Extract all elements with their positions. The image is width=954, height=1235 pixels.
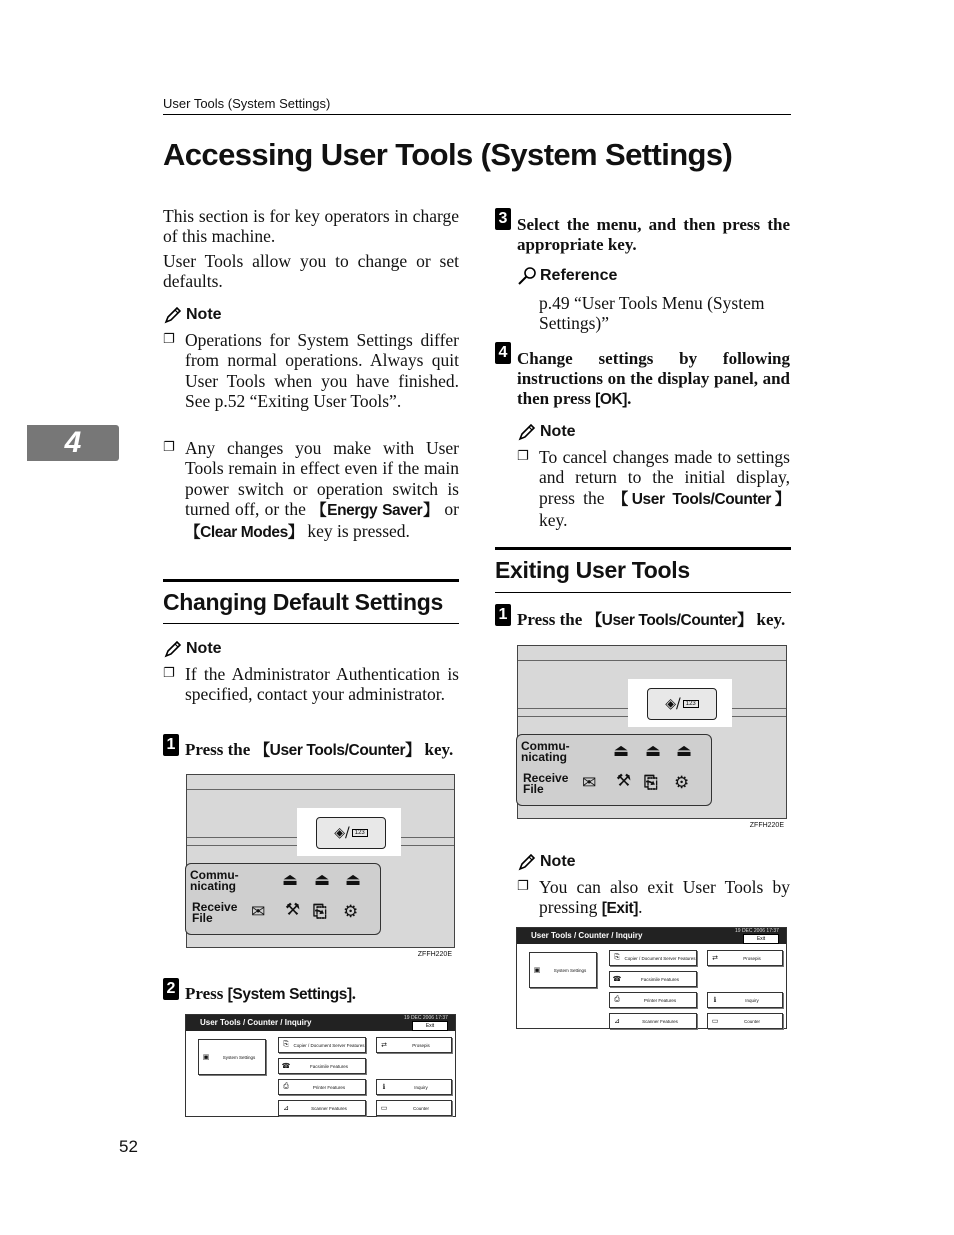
note-item-text: Operations for System Settings differ from normal operations. Always quit User Tools when you have finished. See p.52 “Exiting User Tools”. — [185, 330, 459, 411]
control-panel-illustration — [186, 774, 455, 958]
wrench-icon: ⚒ — [285, 900, 301, 920]
communicating-label: Commu- nicating — [190, 868, 239, 893]
note-heading — [163, 639, 222, 659]
prosepis-button[interactable]: ⇄ Prosepis — [376, 1037, 452, 1053]
note-heading — [517, 422, 576, 442]
note-item — [163, 330, 459, 411]
step-2-text: Press [System Settings]. — [185, 984, 357, 1003]
chapter-tab — [27, 425, 119, 461]
step-1-text — [185, 740, 465, 761]
facsimile-features-button[interactable]: ☎ Facsimile Features — [278, 1058, 366, 1074]
tray-icon: ⏏ — [314, 870, 331, 890]
printer-features-button[interactable]: ⎙ Printer Features — [278, 1079, 366, 1095]
note-heading — [517, 852, 576, 872]
paper-jam-icon: ⎘ — [313, 902, 327, 922]
counter-display: 123 — [683, 700, 699, 708]
checkbox-icon: ❐ — [163, 440, 175, 455]
prosepis-button[interactable]: ⇄ Prosepis — [707, 950, 783, 966]
communicating-label: Commu- nicating — [521, 739, 570, 764]
inquiry-button[interactable]: ℹ Inquiry — [376, 1079, 452, 1095]
step-number: 2 — [163, 978, 179, 1000]
step-number: 1 — [495, 604, 511, 626]
wrench-icon: ⚒ — [616, 771, 632, 791]
checkbox-icon: ❐ — [163, 666, 175, 681]
step-number: 4 — [495, 342, 511, 364]
step-suffix: key. — [424, 740, 454, 759]
user-tools-icon: ◈/ — [665, 696, 681, 712]
user-tools-screen — [185, 1014, 456, 1117]
pencil-icon — [163, 305, 183, 325]
section-rule-top — [495, 547, 791, 550]
note-item-text — [185, 438, 459, 543]
receive-file-label: Receive File — [192, 900, 238, 925]
figure-caption: ZFFH220E — [749, 822, 784, 829]
tray-icon: ⏏ — [645, 741, 662, 761]
step-number: 3 — [495, 208, 511, 230]
screen-date: 19 DEC 2006 17:37 — [735, 928, 779, 934]
chapter-number: 4 — [64, 426, 82, 459]
scanner-features-button[interactable]: ⊿ Scanner Features — [609, 1013, 697, 1029]
copier-features-button[interactable]: ⎘ Copier / Document Server Features — [609, 950, 697, 966]
step-number: 1 — [163, 734, 179, 756]
step-prefix: Press the — [185, 740, 251, 759]
figure-caption: ZFFH220E — [417, 951, 452, 958]
printer-features-button[interactable]: ⎙ Printer Features — [609, 992, 697, 1008]
header-rule — [163, 114, 791, 115]
reference-label: Reference — [540, 267, 618, 284]
note-item — [517, 447, 790, 530]
page-title: Accessing User Tools (System Settings) — [163, 137, 733, 172]
tray-icon: ⏏ — [345, 870, 362, 890]
inquiry-button[interactable]: ℹ Inquiry — [707, 992, 783, 1008]
counter-button[interactable]: ▭ Counter — [707, 1013, 783, 1029]
system-settings-button[interactable]: ▣ System Settings — [198, 1039, 266, 1075]
exit-key: [Exit] — [601, 900, 639, 918]
note-item — [517, 877, 790, 920]
system-settings-key: [System Settings] — [227, 986, 352, 1003]
system-settings-button[interactable]: ▣ System Settings — [529, 952, 597, 988]
note-item-text: You can also exit User Tools by pressing [Exit]. — [539, 877, 790, 918]
toner-icon: ⚙ — [343, 902, 359, 922]
exit-step-1-text: Press the 【User Tools/Counter】 key. — [517, 610, 786, 629]
screen-title: User Tools / Counter / Inquiry — [186, 1015, 455, 1031]
user-tools-counter-button[interactable] — [647, 688, 717, 720]
exit-button[interactable]: Exit — [412, 1021, 448, 1031]
pencil-icon — [517, 422, 537, 442]
envelope-icon: ✉ — [582, 773, 597, 793]
note-item-end: key is pressed. — [307, 521, 410, 542]
paper-jam-icon: ⎘ — [644, 773, 658, 793]
tray-icon: ⏏ — [282, 870, 299, 890]
step-3-text: Select the menu, and then press the appropriate key. — [517, 215, 790, 254]
tray-icon: ⏏ — [676, 741, 693, 761]
intro-paragraph-1: This section is for key operators in charge of this machine. — [163, 206, 459, 247]
note-label: Note — [540, 853, 576, 870]
section-rule-bottom — [495, 592, 791, 593]
section-heading-changing: Changing Default Settings — [163, 589, 444, 615]
note-label: Note — [186, 306, 222, 323]
toner-icon: ⚙ — [674, 773, 690, 793]
note-item-text: If the Administrator Authentication is specified, contact your administrator. — [185, 664, 459, 705]
pencil-icon — [163, 639, 183, 659]
envelope-icon: ✉ — [251, 902, 266, 922]
checkbox-icon: ❐ — [163, 332, 175, 347]
energy-saver-key: 【Energy Saver】 — [311, 501, 440, 519]
ok-key: [OK] — [595, 391, 628, 408]
tray-icon: ⏏ — [613, 741, 630, 761]
section-rule-bottom — [163, 623, 459, 624]
note-item — [163, 664, 459, 705]
running-header: User Tools (System Settings) — [163, 96, 331, 111]
note-heading — [163, 305, 222, 325]
screen-title: User Tools / Counter / Inquiry — [517, 928, 786, 944]
clear-modes-key: 【Clear Modes】 — [185, 524, 303, 542]
user-tools-counter-key: 【User Tools/Counter】 — [612, 490, 790, 508]
user-tools-counter-key: 【User Tools/Counter】 — [254, 742, 421, 759]
note-or: or — [444, 498, 459, 519]
section-heading-exiting: Exiting User Tools — [495, 557, 690, 583]
user-tools-counter-key: 【User Tools/Counter】 — [586, 612, 753, 629]
user-tools-counter-button[interactable] — [316, 817, 386, 849]
note-label: Note — [186, 640, 222, 657]
screen-date: 19 DEC 2006 17:37 — [404, 1015, 448, 1021]
note-label: Note — [540, 423, 576, 440]
reference-icon — [517, 266, 539, 286]
control-panel-illustration — [517, 645, 787, 829]
step-4-text: Change settings by following instructions on the display panel, and then press [OK]. — [517, 349, 790, 408]
copier-features-button[interactable]: ⎘ Copier / Document Server Features — [278, 1037, 366, 1053]
user-tools-icon: ◈/ — [334, 825, 350, 841]
page-number: 52 — [119, 1137, 138, 1156]
section-rule-top — [163, 579, 459, 582]
note-item-body: Any changes you make with User Tools remain in effect even if the main power switch or operation switch is turned off, or the — [185, 438, 459, 519]
counter-button[interactable]: ▭ Counter — [376, 1100, 452, 1116]
note-item — [163, 438, 459, 543]
facsimile-features-button[interactable]: ☎ Facsimile Features — [609, 971, 697, 987]
intro-paragraph-2: User Tools allow you to change or set defaults. — [163, 251, 459, 292]
note-item-text: To cancel changes made to settings and return to the initial display, press the 【User Tools/Counter】 key. — [539, 447, 790, 530]
checkbox-icon: ❐ — [517, 449, 529, 464]
step-prefix: Press — [185, 984, 224, 1003]
reference-heading — [517, 266, 617, 286]
checkbox-icon: ❐ — [517, 879, 529, 894]
exit-button[interactable]: Exit — [743, 934, 779, 944]
reference-text: p.49 “User Tools Menu (System Settings)” — [539, 293, 765, 334]
receive-file-label: Receive File — [523, 771, 569, 796]
scanner-features-button[interactable]: ⊿ Scanner Features — [278, 1100, 366, 1116]
user-tools-screen — [516, 927, 787, 1029]
counter-display: 123 — [352, 829, 368, 837]
pencil-icon — [517, 852, 537, 872]
